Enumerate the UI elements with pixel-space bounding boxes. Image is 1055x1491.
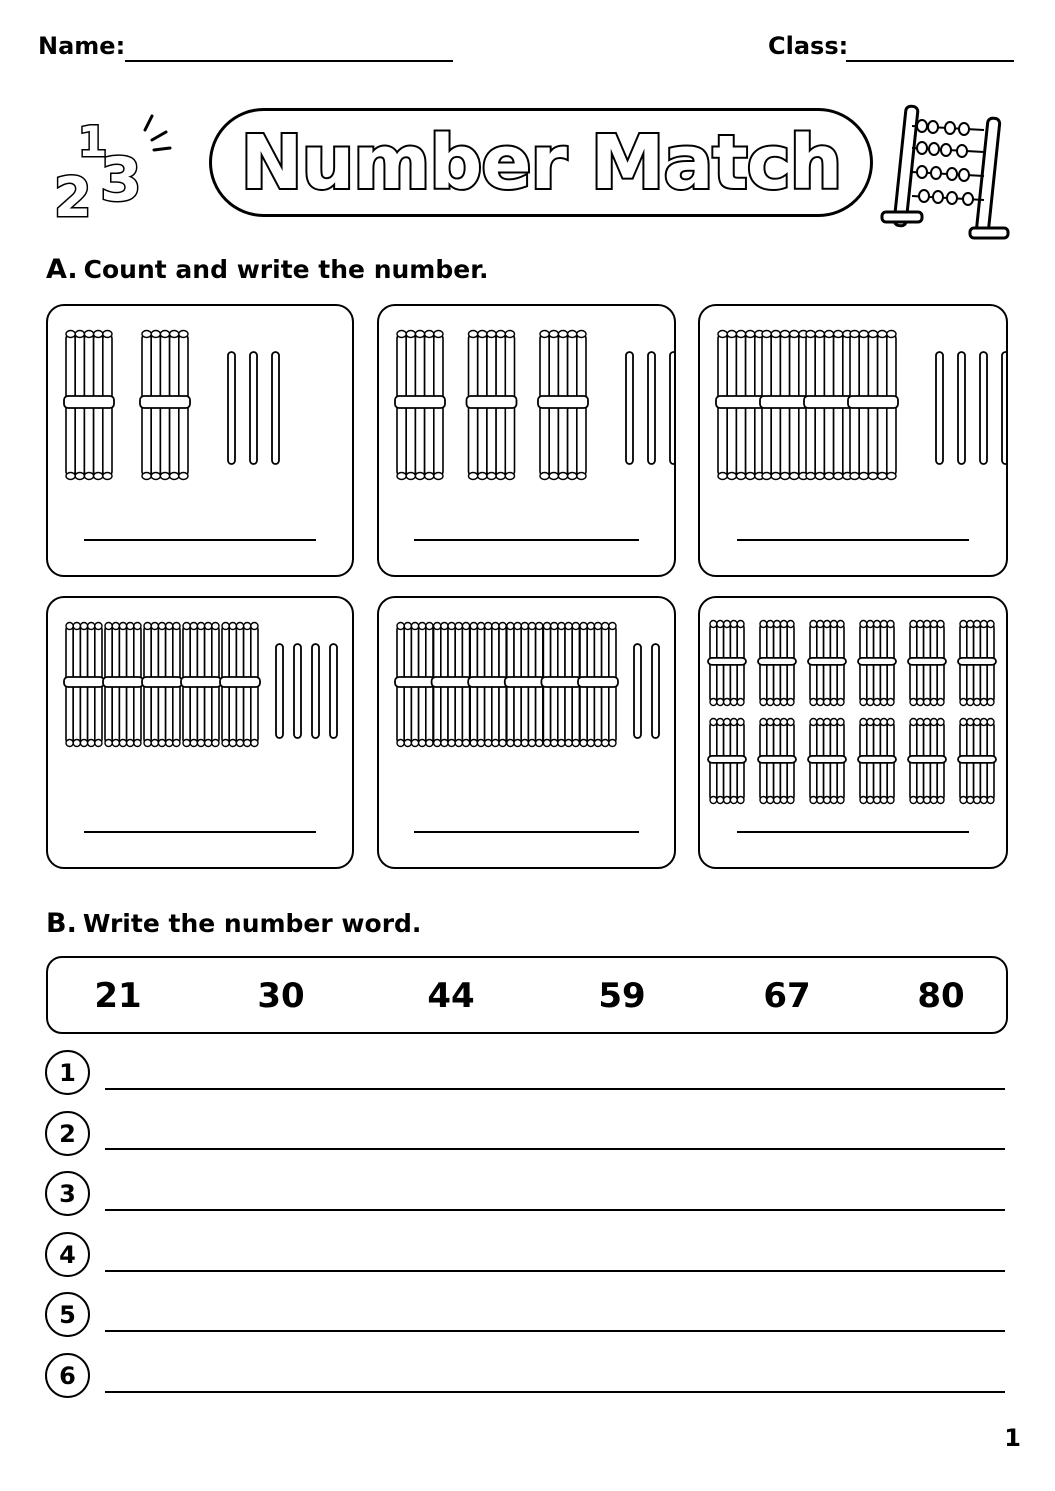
ten-bundle [395,331,445,480]
row-number-circle: 6 [45,1353,90,1398]
numbers-123-icon [50,108,180,228]
ten-bundle [103,623,143,747]
page-title: Number Match [240,119,842,206]
word-answer-line[interactable] [105,1330,1005,1332]
row-number-circle: 1 [45,1050,90,1095]
ten-bundle [708,719,746,804]
ten-bundle [760,331,810,480]
ten-bundle [467,331,517,480]
bank-number: 21 [94,976,142,1016]
base-ten-blocks [48,306,352,575]
ten-bundle [395,623,435,747]
number-answer-line[interactable] [84,831,315,833]
ten-bundle [716,331,766,480]
word-answer-line[interactable] [105,1270,1005,1272]
ten-bundle [848,331,898,480]
one-stick [228,352,235,464]
one-stick [294,644,301,738]
ten-bundle [858,719,896,804]
one-stick [626,352,633,464]
section-a-letter: A. [46,254,78,285]
ten-bundle [64,331,114,480]
base-ten-blocks [700,306,1006,575]
one-stick [670,352,674,464]
number-bank [46,956,1008,1034]
ten-bundle [808,621,846,706]
one-stick [250,352,257,464]
title-banner [205,100,877,225]
ten-bundle [140,331,190,480]
word-answer-line[interactable] [105,1391,1005,1393]
name-label: Name: [38,32,126,60]
one-stick [330,644,337,738]
ten-bundle [958,621,996,706]
ten-bundle [908,621,946,706]
ten-bundle [142,623,182,747]
base-ten-blocks [379,306,674,575]
base-ten-blocks [48,598,352,867]
one-stick [958,352,965,464]
one-stick [652,644,659,738]
count-box-5 [377,596,676,869]
ten-bundle [808,719,846,804]
row-number-circle: 2 [45,1111,90,1156]
bank-number: 44 [427,976,475,1016]
number-answer-line[interactable] [414,539,638,541]
class-field[interactable] [846,60,1014,62]
ten-bundle [181,623,221,747]
one-stick [936,352,943,464]
row-number-circle: 3 [45,1171,90,1216]
name-field[interactable] [125,60,453,62]
number-answer-line[interactable] [84,539,315,541]
count-box-1 [46,304,354,577]
section-a-instruction: Count and write the number. [83,255,489,284]
ten-bundle [220,623,260,747]
count-box-3 [698,304,1008,577]
number-answer-line[interactable] [414,831,638,833]
svg-text:1: 1 [78,117,108,166]
base-ten-blocks [379,598,674,867]
one-stick [648,352,655,464]
one-stick [634,644,641,738]
bank-number: 67 [763,976,811,1016]
ten-bundle [758,719,796,804]
bank-number: 59 [598,976,646,1016]
bank-number: 30 [257,976,305,1016]
count-box-6 [698,596,1008,869]
ten-bundle [858,621,896,706]
class-label: Class: [768,32,849,60]
one-stick [1002,352,1006,464]
row-number-circle: 5 [45,1292,90,1337]
base-ten-blocks [700,598,1006,867]
ten-bundle [708,621,746,706]
word-answer-line[interactable] [105,1148,1005,1150]
one-stick [980,352,987,464]
abacus-icon [878,100,1018,245]
section-b-instruction: Write the number word. [82,909,422,938]
section-a-heading [46,254,488,285]
ten-bundle [64,623,104,747]
count-box-4 [46,596,354,869]
one-stick [276,644,283,738]
page-number: 1 [1004,1424,1021,1452]
word-answer-line[interactable] [105,1088,1005,1090]
count-box-2 [377,304,676,577]
ten-bundle [505,623,545,747]
ten-bundle [758,621,796,706]
ten-bundle [541,623,581,747]
one-stick [272,352,279,464]
ten-bundle [578,623,618,747]
ten-bundle [908,719,946,804]
svg-text:3: 3 [100,145,142,215]
section-b-heading [46,908,421,939]
number-answer-line[interactable] [737,539,970,541]
row-number-circle: 4 [45,1232,90,1277]
bank-number: 80 [917,976,965,1016]
ten-bundle [432,623,472,747]
word-answer-line[interactable] [105,1209,1005,1211]
ten-bundle [538,331,588,480]
one-stick [312,644,319,738]
ten-bundle [804,331,854,480]
section-b-letter: B. [46,908,77,939]
ten-bundle [468,623,508,747]
number-answer-line[interactable] [737,831,970,833]
ten-bundle [958,719,996,804]
svg-text:2: 2 [54,166,92,228]
